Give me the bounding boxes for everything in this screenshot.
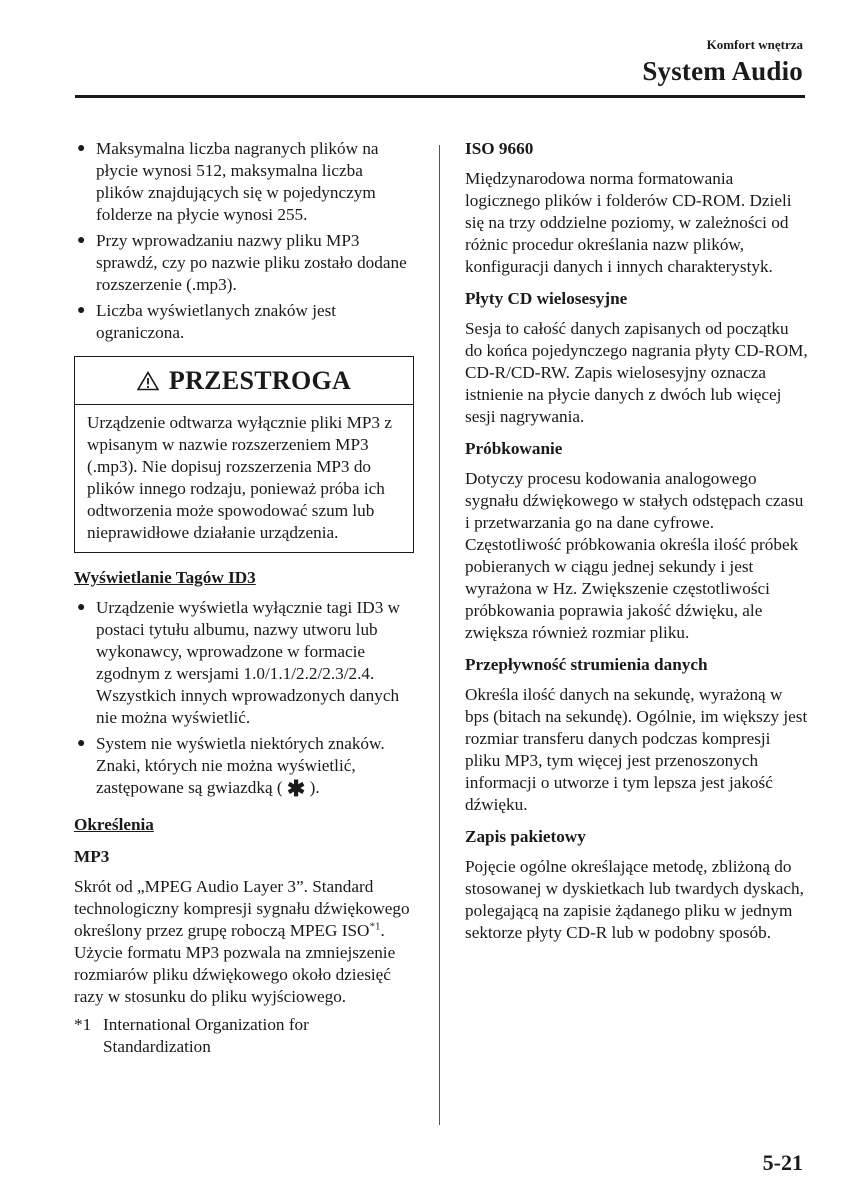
term-definition: Dotyczy procesu kodowania analogowego sygnału dźwiękowego w stałych odstępach czasu i przetwarzania go na dane cyfrowe. Częstotliwość próbkowania określa ilość próbek pobieranych w ciągu jednej sekundy i jest wyrażona w Hz. Zwiększenie częstotliwości próbkowania poprawia jakość dźwięku, ale zwiększa również rozmiar pliku. bbox=[465, 469, 804, 642]
left-column bbox=[74, 138, 414, 1058]
list-item: ● Urządzenie wyświetla wyłącznie tagi ID3 w postaci tytułu albumu, nazwy utworu lub wykonawcy, wprowadzone w formacie zgodnym z wersjami 1.0/1.1/2.2/2.3/2.4. Wszystkich innych wprowadzonych danych nie można wyświetlić. bbox=[77, 598, 400, 727]
page-title: System Audio bbox=[642, 56, 803, 86]
bullet-icon: ● bbox=[77, 600, 86, 615]
bullet-icon: ● bbox=[77, 233, 86, 248]
warning-icon bbox=[137, 371, 159, 391]
caution-title: PRZESTROGA bbox=[168, 365, 352, 395]
term-heading: Przepływność strumienia danych bbox=[465, 655, 708, 674]
column-divider bbox=[439, 145, 440, 1125]
right-column bbox=[465, 138, 810, 950]
list-item: ● Liczba wyświetlanych znaków jest ograniczona. bbox=[77, 301, 337, 342]
page-number: 5-21 bbox=[762, 1150, 803, 1175]
term-heading: Płyty CD wielosesyjne bbox=[465, 289, 628, 308]
term-mp3: MP3 bbox=[74, 847, 110, 866]
term-definition: Określa ilość danych na sekundę, wyrażoną w bps (bitach na sekundę). Ogólnie, im większy jest rozmiar transferu danych podczas kompresji pliku MP3, tym więcej jest przenoszonych informacji o utworze i tym lepsza jest jakość dźwięku. bbox=[465, 685, 808, 814]
footnote-mark: *1 bbox=[74, 1015, 92, 1034]
list-item: ● Przy wprowadzaniu nazwy pliku MP3 sprawdź, czy po nazwie pliku zostało dodane rozszerzenie (.mp3). bbox=[77, 231, 407, 294]
term-heading: Próbkowanie bbox=[465, 439, 563, 458]
term-definition: Międzynarodowa norma formatowania logicznego plików i folderów CD-ROM. Dzieli się na trzy oddzielne poziomy, w zależności od różnic procedur określania nazw plików, konfiguracji danych i innych charakterystyk. bbox=[465, 169, 792, 276]
term-heading: Zapis pakietowy bbox=[465, 827, 586, 846]
term-definition: Sesja to całość danych zapisanych od początku do końca pojedynczego nagrania płyty CD-ROM, CD-R/CD-RW. Zapis wielosesyjny oznacza istnienie na płycie danych z dwóch lub więcej sesji nagrywania. bbox=[465, 319, 808, 426]
footnote bbox=[74, 1014, 414, 1058]
asterisk-icon: ✱ bbox=[286, 776, 306, 801]
caution-header bbox=[75, 357, 413, 405]
list-item: ● Maksymalna liczba nagranych plików na płycie wynosi 512, maksymalna liczba plików znajdujących się w pojedynczym folderze na płycie wynosi 255. bbox=[77, 139, 379, 224]
term-definition: Pojęcie ogólne określające metodę, zbliżoną do stosowanej w dyskietkach lub twardych dyskach, polegającą na zapisie żądanego pliku w jednym sektorze płyty CD-R lub w podobny sposób. bbox=[465, 857, 804, 942]
caution-text: Urządzenie odtwarza wyłącznie pliki MP3 z wpisanym w nazwie rozszerzeniem MP3 (.mp3). Nie dopisuj rozszerzenia MP3 do plików innego rodzaju, ponieważ próba ich odtworzenia może spowodować szum lub nieprawidłowe działanie urządzenia. bbox=[87, 413, 392, 542]
bullet-icon: ● bbox=[77, 736, 86, 751]
bullet-icon: ● bbox=[77, 141, 86, 156]
id3-list bbox=[74, 597, 414, 800]
caution-box bbox=[74, 356, 414, 553]
id3-heading: Wyświetlanie Tagów ID3 bbox=[74, 568, 256, 587]
header-rule bbox=[75, 95, 805, 98]
list-item: ● System nie wyświetla niektórych znaków. Znaki, których nie można wyświetlić, zastępowane są gwiazdką ( ✱ ). bbox=[77, 734, 385, 801]
mp3-definition: Skrót od „MPEG Audio Layer 3”. Standard technologiczny kompresji sygnału dźwiękowego określony przez grupę roboczą MPEG ISO$^{*1}$. Użycie formatu MP3 pozwala na zmniejszenie rozmiarów pliku dźwiękowego około dziesięć razy w stosunku do pliku wyjściowego. bbox=[74, 877, 410, 1006]
terms-heading: Określenia bbox=[74, 815, 154, 834]
mp3-notes-list bbox=[74, 138, 414, 344]
term-heading: ISO 9660 bbox=[465, 139, 534, 158]
header-section: Komfort wnętrza bbox=[706, 37, 803, 52]
footnote-ref: *1 bbox=[369, 920, 381, 933]
footnote-text: International Organization for Standardization bbox=[103, 1015, 309, 1056]
bullet-icon: ● bbox=[77, 303, 86, 318]
